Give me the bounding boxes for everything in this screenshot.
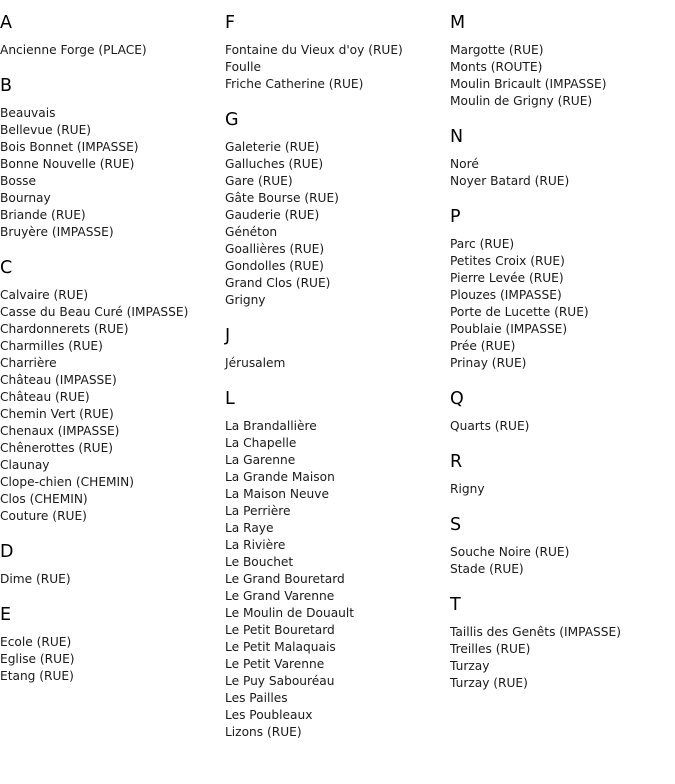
letter-section [225,325,445,372]
letter-section [225,12,445,93]
street-name: La Chapelle [225,436,297,450]
street-name: Monts (ROUTE) [450,60,543,74]
street-name: Grigny [225,293,266,307]
street-name: Chardonnerets (RUE) [0,322,129,336]
street-name: Friche Catherine (RUE) [225,77,364,91]
street-name: Charmilles (RUE) [0,339,103,353]
street-name: Bournay [0,191,51,205]
street-name: Souche Noire (RUE) [450,545,570,559]
street-name: Etang (RUE) [0,669,74,683]
street-name: Moulin de Grigny (RUE) [450,94,593,108]
letter-section [450,388,670,435]
section-letter-heading: J [225,326,231,346]
section-letter-heading: M [450,13,466,33]
street-name: Le Petit Varenne [225,657,325,671]
section-letter-heading: S [450,515,462,535]
street-name: Stade (RUE) [450,562,524,576]
street-list [225,355,445,372]
street-list [225,139,445,309]
street-name: La Perrière [225,504,291,518]
street-name: La Garenne [225,453,296,467]
letter-section [225,388,445,741]
street-name: Eglise (RUE) [0,652,75,666]
letter-section [0,75,220,241]
section-letter-heading: D [0,542,14,562]
street-name: Taillis des Genêts (IMPASSE) [450,625,621,639]
street-name: Le Petit Malaquais [225,640,336,654]
street-list [0,42,220,59]
street-name: Le Grand Bouretard [225,572,345,586]
street-name: Poublaie (IMPASSE) [450,322,568,336]
street-name: Gondolles (RUE) [225,259,324,273]
street-list [0,571,220,588]
section-letter-heading: Q [450,389,464,409]
section-letter-heading: E [0,605,12,625]
street-name: Turzay [450,659,490,673]
street-name: Rigny [450,482,485,496]
street-name: Plouzes (IMPASSE) [450,288,562,302]
street-name: Généton [225,225,278,239]
letter-section [0,541,220,588]
street-name: La Rivière [225,538,286,552]
letter-section [0,12,220,59]
street-list [0,105,220,241]
section-letter-heading: G [225,110,239,130]
street-list [225,42,445,93]
street-name: Galeterie (RUE) [225,140,320,154]
section-letter-heading: C [0,258,13,278]
street-name: Chênerottes (RUE) [0,441,114,455]
street-name: Le Puy Sabouréau [225,674,335,688]
section-letter-heading: T [450,595,461,615]
street-name: Gâte Bourse (RUE) [225,191,339,205]
street-name: Quarts (RUE) [450,419,530,433]
letter-section [450,206,670,372]
street-name: Ancienne Forge (PLACE) [0,43,147,57]
street-name: Prée (RUE) [450,339,516,353]
street-list [450,42,670,110]
street-name: Margotte (RUE) [450,43,544,57]
street-list [450,156,670,190]
street-name: Grand Clos (RUE) [225,276,331,290]
letter-section [450,12,670,110]
street-list [450,624,670,692]
street-name: Petites Croix (RUE) [450,254,565,268]
street-name: Jérusalem [225,356,286,370]
street-name: La Grande Maison [225,470,335,484]
letter-section [450,594,670,692]
street-name: La Raye [225,521,274,535]
street-name: Calvaire (RUE) [0,288,89,302]
street-name: Le Grand Varenne [225,589,335,603]
street-name: Claunay [0,458,50,472]
street-name: Le Petit Bouretard [225,623,335,637]
section-letter-heading: N [450,127,464,147]
street-name: Casse du Beau Curé (IMPASSE) [0,305,189,319]
street-name: Bosse [0,174,37,188]
column-2 [225,12,445,757]
street-list [450,236,670,372]
street-name: Le Bouchet [225,555,294,569]
section-letter-heading: R [450,452,463,472]
street-name: Chemin Vert (RUE) [0,407,114,421]
street-name: Prinay (RUE) [450,356,527,370]
street-name: Turzay (RUE) [450,676,528,690]
column-3 [450,12,670,708]
street-name: Fontaine du Vieux d'oy (RUE) [225,43,403,57]
street-name: Moulin Bricault (IMPASSE) [450,77,607,91]
street-name: Foulle [225,60,262,74]
letter-section [450,514,670,578]
street-name: Noyer Batard (RUE) [450,174,570,188]
letter-section [450,126,670,190]
street-list [0,287,220,525]
street-name: Clope-chien (CHEMIN) [0,475,135,489]
section-letter-heading: P [450,207,461,227]
street-list [450,418,670,435]
street-name: Porte de Lucette (RUE) [450,305,589,319]
street-list [450,481,670,498]
street-name: Bois Bonnet (IMPASSE) [0,140,139,154]
street-list [0,634,220,685]
street-name: Pierre Levée (RUE) [450,271,564,285]
street-name: Galluches (RUE) [225,157,324,171]
street-name: La Brandallière [225,419,317,433]
street-name: Dime (RUE) [0,572,71,586]
street-name: Parc (RUE) [450,237,515,251]
street-name: Goallières (RUE) [225,242,325,256]
street-name: Lizons (RUE) [225,725,302,739]
street-name: Briande (RUE) [0,208,86,222]
street-name: Le Moulin de Douault [225,606,355,620]
letter-section [450,451,670,498]
street-name: Clos (CHEMIN) [0,492,88,506]
street-name: Château (IMPASSE) [0,373,117,387]
street-name: Couture (RUE) [0,509,87,523]
section-letter-heading: B [0,76,13,96]
street-name: La Maison Neuve [225,487,329,501]
street-name: Gare (RUE) [225,174,293,188]
section-letter-heading: F [225,13,236,33]
street-name: Treilles (RUE) [450,642,531,656]
street-name: Bruyère (IMPASSE) [0,225,114,239]
street-name: Gauderie (RUE) [225,208,320,222]
street-name: Chenaux (IMPASSE) [0,424,120,438]
street-list [225,418,445,741]
column-1 [0,12,220,701]
section-letter-heading: L [225,389,235,409]
letter-section [0,604,220,685]
letter-section [0,257,220,525]
street-name: Château (RUE) [0,390,90,404]
letter-section [225,109,445,309]
street-name: Beauvais [0,106,56,120]
street-name: Bellevue (RUE) [0,123,92,137]
street-list [450,544,670,578]
street-name: Les Poubleaux [225,708,313,722]
section-letter-heading: A [0,13,12,33]
street-name: Ecole (RUE) [0,635,72,649]
street-name: Bonne Nouvelle (RUE) [0,157,135,171]
street-name: Les Pailles [225,691,288,705]
street-name: Noré [450,157,479,171]
street-name: Charrière [0,356,57,370]
